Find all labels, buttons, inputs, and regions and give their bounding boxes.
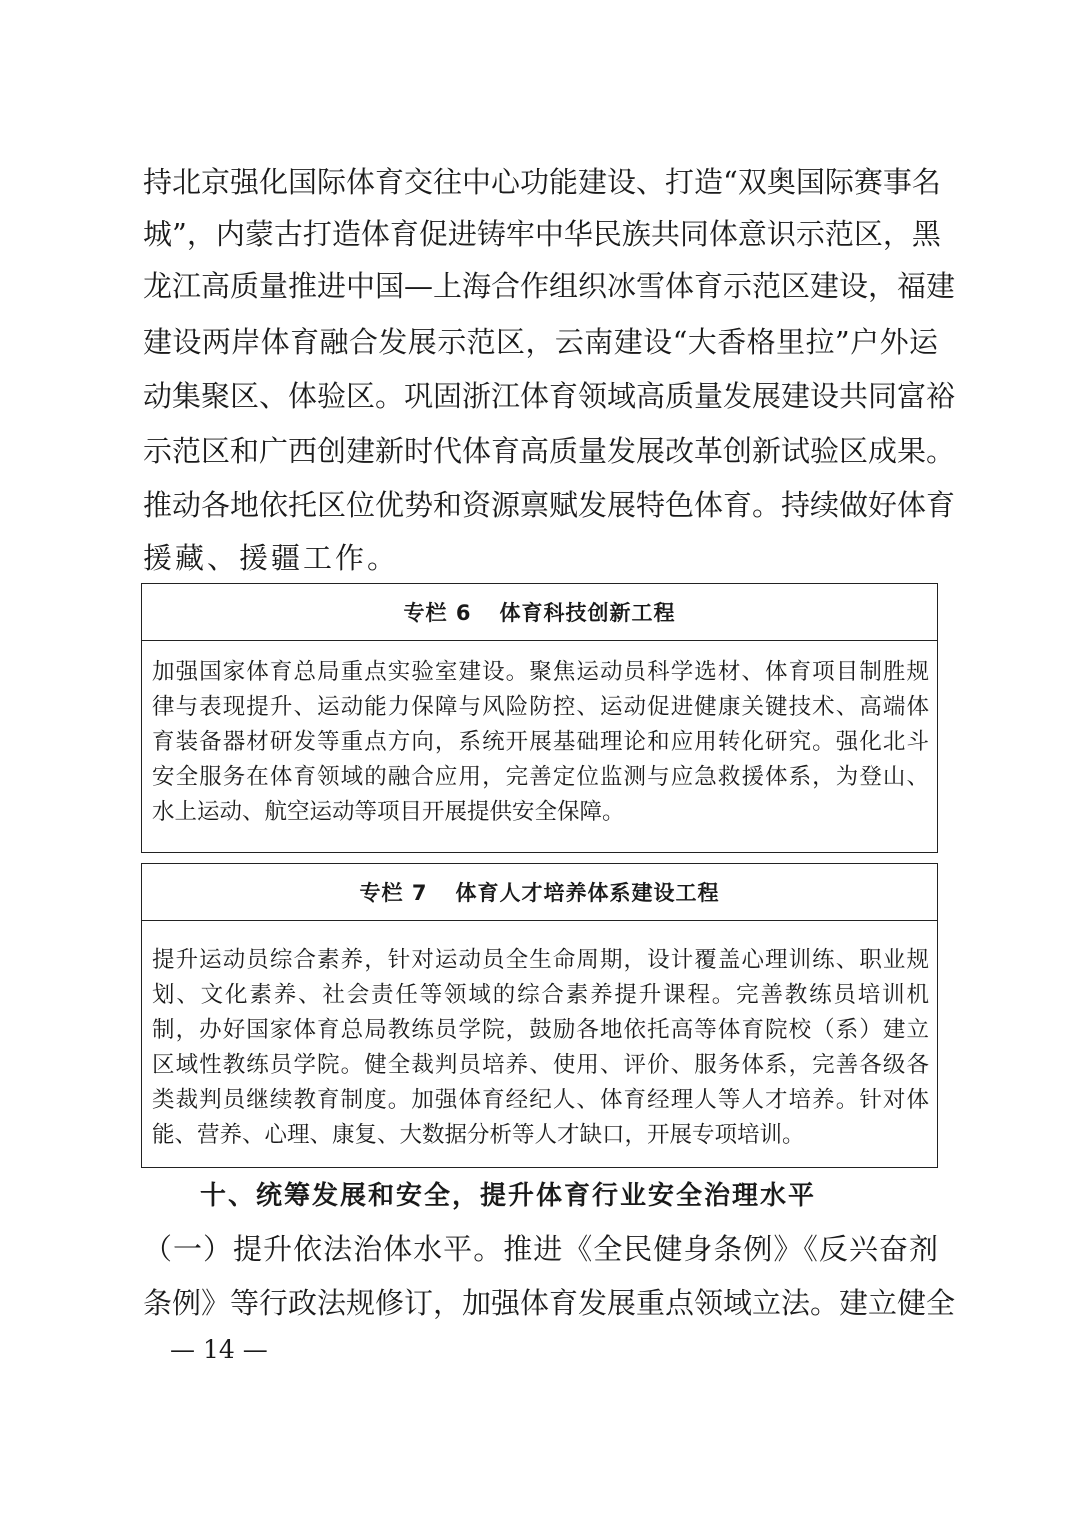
- paragraph-line: 援藏、援疆工作。: [143, 541, 400, 575]
- box-body: [142, 641, 937, 830]
- box-number: 专栏 7: [359, 881, 428, 905]
- paragraph-line: 持北京强化国际体育交往中心功能建设、打造“双奥国际赛事名: [143, 165, 941, 199]
- box-title: [142, 584, 937, 641]
- box-line: 加强国家体育总局重点实验室建设。聚焦运动员科学选材、体育项目制胜规: [152, 659, 929, 685]
- box-body: [142, 921, 937, 1153]
- box-line: 律与表现提升、运动能力保障与风险防控、运动促进健康关键技术、高端体: [152, 694, 929, 720]
- box-number: 专栏 6: [403, 601, 472, 625]
- paragraph-line: 建设两岸体育融合发展示范区，云南建设“大香格里拉”户外运: [143, 325, 938, 359]
- box-line: 水上运动、航空运动等项目开展提供安全保障。: [152, 799, 625, 825]
- box-line: 类裁判员继续教育制度。加强体育经纪人、体育经理人等人才培养。针对体: [152, 1087, 929, 1113]
- paragraph-line: 龙江高质量推进中国—上海合作组织冰雪体育示范区建设，福建: [143, 269, 956, 303]
- column-box-7: [141, 863, 938, 1168]
- box-line: 安全服务在体育领域的融合应用，完善定位监测与应急救援体系，为登山、: [152, 764, 929, 790]
- column-box-6: [141, 583, 938, 853]
- paragraph-line: 条例》等行政法规修订，加强体育发展重点领域立法。建立健全: [143, 1286, 956, 1320]
- page-number: — 14 —: [170, 1335, 268, 1364]
- paragraph-line: （一）提升依法治体水平。推进《全民健身条例》《反兴奋剂: [143, 1232, 938, 1266]
- box-line: 能、营养、心理、康复、大数据分析等人才缺口，开展专项培训。: [152, 1122, 805, 1148]
- box-line: 育装备器材研发等重点方向，系统开展基础理论和应用转化研究。强化北斗: [152, 729, 929, 755]
- paragraph-line: 示范区和广西创建新时代体育高质量发展改革创新试验区成果。: [143, 434, 956, 468]
- box-line: 制，办好国家体育总局教练员学院，鼓励各地依托高等体育院校（系）建立: [152, 1017, 929, 1043]
- paragraph-line: 推动各地依托区位优势和资源禀赋发展特色体育。持续做好体育: [143, 488, 956, 522]
- box-line: 区域性教练员学院。健全裁判员培养、使用、评价、服务体系，完善各级各: [152, 1052, 929, 1078]
- box-line: 划、文化素养、社会责任等领域的综合素养提升课程。完善教练员培训机: [152, 982, 929, 1008]
- paragraph-line: 城”，内蒙古打造体育促进铸牢中华民族共同体意识示范区，黑: [143, 217, 941, 251]
- paragraph-line: 动集聚区、体验区。巩固浙江体育领域高质量发展建设共同富裕: [143, 379, 956, 413]
- box-heading: 体育科技创新工程: [499, 601, 676, 625]
- box-heading: 体育人才培养体系建设工程: [455, 881, 720, 905]
- box-title: [142, 864, 937, 921]
- box-line: 提升运动员综合素养，针对运动员全生命周期，设计覆盖心理训练、职业规: [152, 947, 929, 973]
- section-heading: 十、统筹发展和安全，提升体育行业安全治理水平: [200, 1181, 817, 1211]
